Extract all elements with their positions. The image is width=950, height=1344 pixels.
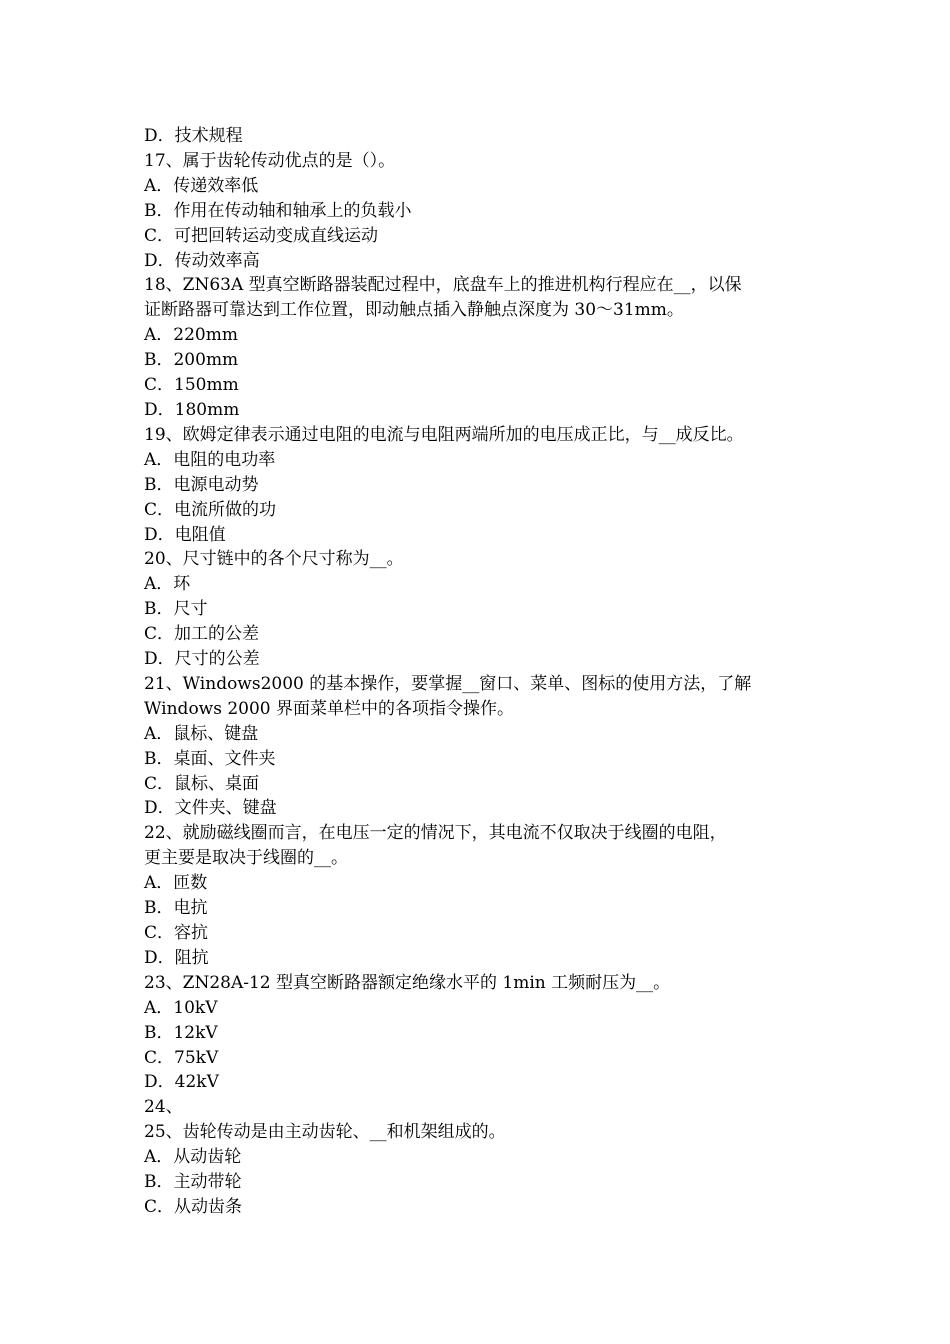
question-18-text: 18、ZN63A 型真空断路器装配过程中，底盘车上的推进机构行程应在__，以保 [144,275,742,296]
option-text: D．文件夹、键盘 [144,798,277,819]
option-text: D．传动效率高 [144,250,260,271]
option-text: D．电阻值 [144,524,226,545]
option-text: D．180mm [144,399,240,420]
question-22-text-continued: 更主要是取决于线圈的__。 [144,848,348,869]
option-text: A．鼠标、键盘 [144,723,259,744]
option-text: C．鼠标、桌面 [144,773,260,794]
option-text: A．电阻的电功率 [144,449,276,470]
option-text: C．75kV [144,1047,219,1068]
option-text: B．主动带轮 [144,1172,242,1193]
option-text: B．桌面、文件夹 [144,748,276,769]
option-text: B．12kV [144,1022,218,1043]
option-text: A．10kV [144,997,218,1018]
option-text: B．电源电动势 [144,474,259,495]
document-page [144,124,808,1220]
option-text: B．尺寸 [144,599,208,620]
option-text: D．技术规程 [144,126,243,146]
option-text: D．阻抗 [144,947,209,968]
option-text: C．加工的公差 [144,624,260,645]
option-text: C．电流所做的功 [144,499,277,520]
option-text: D．42kV [144,1072,219,1093]
option-text: C．从动齿条 [144,1196,243,1217]
question-24-text: 24、 [144,1097,183,1118]
option-text: B．作用在传动轴和轴承上的负载小 [144,200,412,221]
option-text: C．容抗 [144,923,209,943]
option-text: B．电抗 [144,898,208,919]
question-21-text-continued: Windows 2000 界面菜单栏中的各项指令操作。 [144,698,515,719]
question-25-text: 25、齿轮传动是由主动齿轮、__和机架组成的。 [144,1122,506,1143]
option-text: A．匝数 [144,873,208,894]
option-text: A．环 [144,574,191,595]
option-text: C．可把回转运动变成直线运动 [144,225,379,246]
question-17-text: 17、属于齿轮传动优点的是（）。 [144,150,396,171]
question-22-text: 22、就励磁线圈而言，在电压一定的情况下，其电流不仅取决于线圈的电阻， [144,823,727,844]
option-text: D．尺寸的公差 [144,649,260,670]
option-text: A．220mm [144,325,238,346]
option-text: A．从动齿轮 [144,1147,242,1168]
question-21-text: 21、Windows2000 的基本操作，要掌握__窗口、菜单、图标的使用方法，了解 [144,673,752,694]
question-18-text-continued: 证断路器可靠达到工作位置，即动触点插入静触点深度为 30～31mm。 [144,300,684,321]
question-20-text: 20、尺寸链中的各个尺寸称为__。 [144,549,404,570]
option-text: C．150mm [144,375,239,396]
question-19-text: 19、欧姆定律表示通过电阻的电流与电阻两端所加的电压成正比，与__成反比。 [144,424,744,445]
option-text: A．传递效率低 [144,175,259,196]
option-text: B．200mm [144,350,239,371]
question-23-text: 23、ZN28A-12 型真空断路器额定绝缘水平的 1min 工频耐压为__。 [144,972,671,993]
